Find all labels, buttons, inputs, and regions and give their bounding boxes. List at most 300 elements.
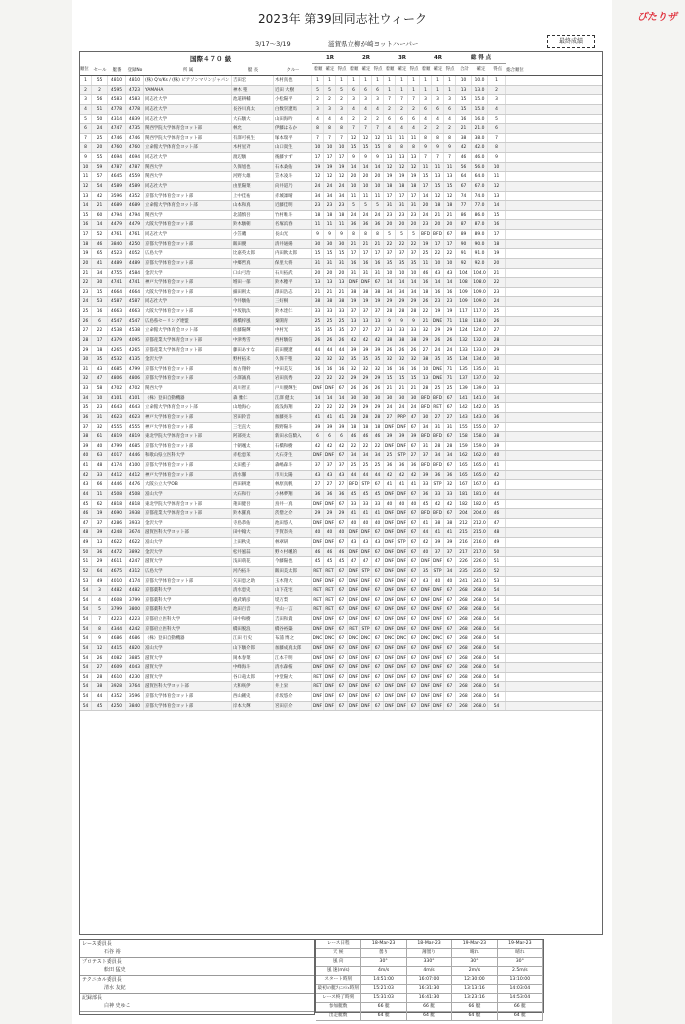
cell-race-score: RET (312, 673, 324, 682)
cell-race-score: 26 (408, 346, 420, 355)
cell-aff: 同志社大学 (144, 115, 232, 124)
cell-aff: 立命館大学体育会ヨット部 (144, 403, 232, 412)
cell-race-score: 7 (372, 124, 384, 133)
cell-overall-rank: 14 (488, 201, 506, 210)
cell-race-score: 67 (444, 682, 456, 691)
cell-race-score: 4 (360, 105, 372, 114)
cell-no2: 4312 (126, 567, 144, 576)
cell-race-score: 4 (348, 105, 360, 114)
cell-total: 15 (456, 105, 472, 114)
cell-no2: 4095 (126, 336, 144, 345)
cell-rank: 37 (80, 423, 92, 432)
table-row (80, 423, 602, 433)
cell-race-score: 8 (396, 143, 408, 152)
cell-race-score: 22 (444, 249, 456, 258)
condition-cell: 風 速(m/s) (316, 967, 361, 975)
cell-race-score: 39 (396, 432, 408, 441)
cell-sail: 33 (92, 471, 108, 480)
cell-total: 268 (456, 682, 472, 691)
cell-race-score: DNF (396, 511, 407, 517)
cell-race-score: 15 (336, 249, 348, 258)
cell-race-score: DNF (384, 511, 395, 517)
cell-race-score: DNF (360, 607, 371, 613)
cell-race-score: 18 (336, 211, 348, 220)
cell-total: 135 (456, 365, 472, 374)
col-race-2: 2R 着順 確定 得点 (349, 54, 383, 72)
cell-race-score: 29 (312, 509, 324, 518)
cell-no2: 4794 (126, 211, 144, 220)
cell-rank: 54 (80, 702, 92, 711)
cell-sail: 5 (92, 605, 108, 614)
cell-race-score: 21 (312, 288, 324, 297)
cell-sail: 48 (92, 461, 108, 470)
cell-race-score: 27 (348, 326, 360, 335)
cell-total: 117.0 (472, 307, 488, 316)
cell-race-score: DNF (432, 588, 443, 594)
cell-race-score: 21 (336, 288, 348, 297)
cell-sail: 64 (92, 567, 108, 576)
cell-race-score: DNF (324, 540, 335, 545)
table-row (80, 528, 602, 538)
cell-race-score: 13 (324, 278, 336, 287)
table-row (80, 307, 602, 317)
cell-race-score: 15 (372, 143, 384, 152)
table-row (80, 451, 602, 461)
cell-race-score: 23 (336, 201, 348, 210)
table-row (80, 326, 602, 336)
cell-aff: 京都大学体育会ヨット部 (144, 692, 232, 701)
cell-race-score: 40 (360, 519, 372, 528)
cell-rank: 54 (80, 692, 92, 701)
cell-sail: 35 (92, 355, 108, 364)
cell-crew: 井上栄 (274, 682, 312, 691)
cell-num: 4760 (108, 143, 126, 152)
cell-race-score: 24 (420, 211, 432, 220)
table-row (80, 249, 602, 259)
cell-race-score: 11 (312, 220, 324, 229)
cell-race-score: 31 (336, 259, 348, 268)
cell-total: 235 (456, 567, 472, 576)
cell-race-score: 41 (444, 528, 456, 537)
cell-race-score: 35 (396, 259, 408, 268)
cell-race-score: 33 (336, 307, 348, 316)
cell-sail: 53 (92, 297, 108, 306)
cell-race-score: 1 (444, 76, 456, 85)
cell-race-score: 31 (408, 201, 420, 210)
cell-total: 268.0 (472, 702, 488, 711)
cell-sail: 8 (92, 625, 108, 634)
cell-overall-rank: 38 (488, 432, 506, 441)
cell-race-score: 16 (372, 259, 384, 268)
cell-sail: 38 (92, 682, 108, 691)
cell-no2: 4746 (126, 134, 144, 143)
cell-race-score: 44 (348, 471, 360, 480)
condition-cell: 64 艇 (407, 1012, 452, 1020)
col-num: 艇番 (112, 67, 122, 73)
cell-race-score: 27 (408, 451, 420, 460)
cell-race-score: 67 (408, 673, 420, 682)
cell-race-score: 29 (360, 374, 372, 383)
cell-no2: 4664 (126, 288, 144, 297)
cell-race-score: 2 (312, 95, 324, 104)
cell-race-score: 67 (336, 577, 348, 586)
cell-no2: 3892 (126, 548, 144, 557)
cell-rank: 42 (80, 471, 92, 480)
cell-race-score: 67 (372, 480, 384, 489)
cell-race-score: 5 (336, 86, 348, 95)
cell-sail: 60 (92, 211, 108, 220)
cell-aff: 京都産業大学体育会ヨット部 (144, 346, 232, 355)
cell-race-score: DNF (348, 617, 359, 622)
cell-total: 87 (456, 220, 472, 229)
cell-race-score: 7 (324, 134, 336, 143)
condition-cell: 16:07:00 (407, 976, 452, 984)
cell-race-score: 25 (372, 461, 384, 470)
cell-race-score: 1 (432, 86, 444, 95)
cell-rank: 54 (80, 605, 92, 614)
cell-num: 4645 (108, 172, 126, 181)
cell-race-score: DNF (348, 530, 359, 536)
cell-crew: 小林夢翔 (274, 490, 312, 499)
cell-total: 142.0 (472, 403, 488, 412)
cell-total: 64 (456, 172, 472, 181)
cell-race-score: 14 (372, 163, 384, 172)
condition-cell: 4m/s (361, 967, 406, 975)
cell-overall-rank: 43 (488, 480, 506, 489)
cell-race-score: 30 (324, 240, 336, 249)
cell-race-score: 36 (372, 220, 384, 229)
cell-no2: 4735 (126, 124, 144, 133)
condition-row (316, 967, 543, 976)
cell-total: 38 (456, 134, 472, 143)
cell-race-score: DNF (432, 607, 443, 613)
cell-race-score: 5 (408, 230, 420, 239)
cell-race-score: 22 (372, 442, 384, 451)
cell-crew: 山下花宅 (274, 586, 312, 595)
cell-race-score: 42 (312, 442, 324, 451)
cell-race-score: 39 (336, 423, 348, 432)
cell-skip: 池田百音 (232, 605, 274, 614)
cell-race-score: 67 (408, 682, 420, 691)
cell-race-score: 33 (432, 490, 444, 499)
cell-race-score: 67 (444, 634, 456, 643)
table-row (80, 702, 602, 712)
cell-race-score: 16 (396, 365, 408, 374)
cell-sail: 55 (92, 76, 108, 85)
cell-total: 268 (456, 673, 472, 682)
cell-aff: 関西学院大学体育会ヨット部 (144, 124, 232, 133)
condition-row (316, 976, 543, 985)
cell-race-score: 21 (360, 240, 372, 249)
cell-race-score: 67 (336, 692, 348, 701)
col-crew: クルー (286, 67, 300, 73)
cell-race-score: DNF (348, 703, 359, 709)
cell-rank: 54 (80, 625, 92, 634)
cell-num: 4663 (108, 307, 126, 316)
cell-race-score: DNF (312, 520, 323, 526)
cell-sail: 40 (92, 442, 108, 451)
cell-race-score: RET (432, 403, 444, 412)
cell-total: 86 (456, 211, 472, 220)
condition-cell: 30° (498, 958, 543, 966)
cell-skip: 池道耕輔 (232, 95, 274, 104)
cell-total: 268.0 (472, 596, 488, 605)
cell-overall-rank: 54 (488, 605, 506, 614)
cell-sail: 15 (92, 288, 108, 297)
cell-race-score: 16 (444, 288, 456, 297)
table-row (80, 365, 602, 375)
cell-no2: 4689 (126, 201, 144, 210)
cell-race-score: 28 (360, 413, 372, 422)
event-dates: 3/17〜3/19 (255, 40, 291, 48)
cell-race-score: 32 (420, 326, 432, 335)
cell-race-score: 10 (408, 269, 420, 278)
cell-race-score: 19 (444, 307, 456, 316)
cell-aff: 大阪大学体育会ヨット部 (144, 307, 232, 316)
cell-crew: 笠木凌斗 (274, 172, 312, 181)
cell-race-score: DNF (348, 597, 359, 603)
cell-race-score: 33 (324, 307, 336, 316)
cell-race-score: 10 (348, 182, 360, 191)
cell-total: 212 (456, 519, 472, 528)
cell-race-score: 47 (348, 557, 360, 566)
cell-sail: 19 (92, 509, 108, 518)
cell-race-score: 24 (444, 346, 456, 355)
condition-cell: 330° (407, 958, 452, 966)
cell-race-score: 19 (348, 297, 360, 306)
cell-race-score: 35 (360, 355, 372, 364)
table-row (80, 663, 602, 673)
cell-race-score: DNF (420, 597, 431, 603)
cell-race-score: RET (324, 586, 336, 595)
cell-total: 165 (456, 461, 472, 470)
table-row (80, 201, 602, 211)
cell-total: 67.0 (472, 182, 488, 191)
cell-skip: 大石和行 (232, 490, 274, 499)
cell-race-score: DNC (312, 636, 323, 642)
cell-race-score: 11 (336, 220, 348, 229)
cell-crew: 清水森桜 (274, 663, 312, 672)
cell-race-score: 9 (408, 317, 420, 326)
cell-num: 4532 (108, 355, 126, 364)
cell-race-score: 29 (372, 374, 384, 383)
cell-rank: 2 (80, 86, 92, 95)
cell-sail: 44 (92, 692, 108, 701)
cell-race-score: 30 (336, 240, 348, 249)
cell-race-score: 7 (444, 153, 456, 162)
cell-crew: 赤坂悠介 (274, 692, 312, 701)
cell-sail: 3 (92, 586, 108, 595)
cell-race-score: 67 (408, 538, 420, 547)
cell-crew: 中田美友 (274, 365, 312, 374)
cell-race-score: DNF (432, 626, 443, 632)
cell-rank: 48 (80, 528, 92, 537)
cell-no2: 4806 (126, 374, 144, 383)
cell-rank: 54 (80, 586, 92, 595)
cell-skip: 小澤誠真 (232, 374, 274, 383)
cell-overall-rank: 54 (488, 654, 506, 663)
cell-race-score: 41 (408, 480, 420, 489)
cell-race-score: 20 (312, 269, 324, 278)
cell-sail: 12 (92, 644, 108, 653)
cell-race-score: 41 (396, 480, 408, 489)
cell-race-score: 39 (384, 432, 396, 441)
cell-crew: 竹村唯斗 (274, 211, 312, 220)
table-row (80, 596, 602, 606)
cell-skip: 宮田鈴音 (232, 413, 274, 422)
cell-race-score: 4 (444, 115, 456, 124)
cell-aff: 滋賀医科大学ヨット部 (144, 528, 232, 537)
cell-crew: 江本千明 (274, 654, 312, 663)
cell-skip: 飯田優 (232, 240, 274, 249)
cell-skip: 清水恵史 (232, 586, 274, 595)
cell-race-score: 24 (336, 182, 348, 191)
cell-skip: 江田 行史 (232, 634, 274, 643)
cell-sail: 11 (92, 490, 108, 499)
cell-race-score: 41 (312, 413, 324, 422)
cell-num: 4689 (108, 201, 126, 210)
cell-num: 4508 (108, 490, 126, 499)
cell-race-score: 9 (372, 153, 384, 162)
cell-crew: 野々村颯的 (274, 548, 312, 557)
cell-race-score: 67 (372, 615, 384, 624)
cell-total: 268.0 (472, 692, 488, 701)
cell-race-score: DNF (324, 520, 335, 526)
cell-race-score: 34 (324, 192, 336, 201)
cell-race-score: 15 (384, 374, 396, 383)
cell-rank: 23 (80, 288, 92, 297)
cell-num: 4675 (108, 567, 126, 576)
cell-race-score: 7 (420, 153, 432, 162)
cell-overall-rank: 3 (488, 95, 506, 104)
cell-race-score: 43 (444, 269, 456, 278)
cell-race-score: 44 (324, 346, 336, 355)
cell-race-score: 6 (420, 105, 432, 114)
cell-race-score: BFD (432, 230, 444, 239)
cell-race-score: 38 (396, 336, 408, 345)
cell-race-score: 29 (420, 336, 432, 345)
cell-total: 108 (456, 278, 472, 287)
cell-skip: 田中和樹 (232, 615, 274, 624)
cell-race-score: 42 (444, 500, 456, 509)
cell-race-score: 67 (444, 615, 456, 624)
cell-aff: 立命館大学体育会ヨット部 (144, 326, 232, 335)
cell-skip: 佐藤陽輝 (232, 326, 274, 335)
cell-race-score: 5 (312, 86, 324, 95)
cell-race-score: 23 (420, 220, 432, 229)
cell-num: 3596 (108, 192, 126, 201)
cell-no2: 3674 (126, 528, 144, 537)
cell-race-score: 16 (324, 365, 336, 374)
cell-crew: 吉田和貴 (274, 615, 312, 624)
cell-aff: 同志社大学 (144, 297, 232, 306)
cell-overall-rank: 15 (488, 211, 506, 220)
cell-sail: 50 (92, 115, 108, 124)
cell-overall-rank: 24 (488, 297, 506, 306)
cell-total: 56 (456, 163, 472, 172)
cell-sail: 22 (92, 326, 108, 335)
cell-race-score: STP (396, 451, 408, 460)
cell-race-score: 21 (432, 211, 444, 220)
cell-num: 4799 (108, 442, 126, 451)
cell-race-score: 42 (372, 336, 384, 345)
cell-race-score: 29 (444, 326, 456, 335)
cell-race-score: 20 (336, 269, 348, 278)
cell-race-score: DNF (384, 645, 395, 651)
condition-cell: 16:31:30 (407, 985, 452, 993)
cell-rank: 35 (80, 403, 92, 412)
cell-race-score: 34 (432, 451, 444, 460)
cell-race-score: 3 (432, 95, 444, 104)
cell-race-score: 67 (372, 567, 384, 576)
cell-num: 4446 (108, 480, 126, 489)
condition-cell: 19-Mar-23 (498, 940, 543, 948)
cell-race-score: 36 (420, 490, 432, 499)
cell-race-score: 25 (384, 451, 396, 460)
condition-cell: 14:51:00 (361, 976, 406, 984)
cell-num: 4810 (108, 76, 126, 85)
cell-race-score: DNF (348, 684, 359, 690)
cell-race-score: 5 (396, 230, 408, 239)
cell-race-score: 71 (444, 365, 456, 374)
cell-race-score: 32 (396, 355, 408, 364)
cell-rank: 31 (80, 365, 92, 374)
cell-race-score: 39 (360, 346, 372, 355)
cell-no2: 4787 (126, 163, 144, 172)
cell-total: 241 (456, 577, 472, 586)
cell-race-score: 67 (336, 702, 348, 711)
cell-race-score: 38 (348, 288, 360, 297)
cell-sail: 20 (92, 143, 108, 152)
cell-total: 235.0 (472, 567, 488, 576)
cell-race-score: 20 (372, 172, 384, 181)
cell-race-score: 5 (372, 201, 384, 210)
cell-num: 3928 (108, 682, 126, 691)
cell-aff: 京都薬科大学 (144, 605, 232, 614)
cell-race-score: 13 (444, 172, 456, 181)
cell-race-score: 4 (372, 105, 384, 114)
cell-crew: 石橋和樹 (274, 442, 312, 451)
cell-race-score: 37 (348, 307, 360, 316)
cell-num: 4685 (108, 365, 126, 374)
table-row (80, 269, 602, 279)
cell-race-score: DNF (384, 655, 395, 661)
cell-aff: 滋賀大学 (144, 654, 232, 663)
cell-rank: 26 (80, 317, 92, 326)
cell-race-score: 2 (384, 105, 396, 114)
cell-race-score: 26 (396, 346, 408, 355)
cell-race-score: 43 (372, 538, 384, 547)
cell-race-score: 36 (384, 461, 396, 470)
cell-rank: 54 (80, 644, 92, 653)
cell-total: 109 (456, 288, 472, 297)
cell-race-score: 9 (312, 230, 324, 239)
cell-sail: 21 (92, 201, 108, 210)
condition-cell: 出走艇数 (316, 1012, 361, 1020)
cell-rank: 14 (80, 201, 92, 210)
cell-race-score: 22 (324, 403, 336, 412)
cell-skip: 渡辺駿 (232, 153, 274, 162)
results-rows (80, 76, 602, 711)
cell-race-score: DNF (324, 655, 335, 661)
cell-overall-rank: 50 (488, 548, 506, 557)
condition-cell: 薄曇り (407, 949, 452, 957)
cell-race-score: RET (324, 605, 336, 614)
condition-row (316, 949, 543, 958)
table-row (80, 625, 602, 635)
cell-aff: 広島県セーリング連盟 (144, 317, 232, 326)
cell-skip: 由里陽菜 (232, 182, 274, 191)
